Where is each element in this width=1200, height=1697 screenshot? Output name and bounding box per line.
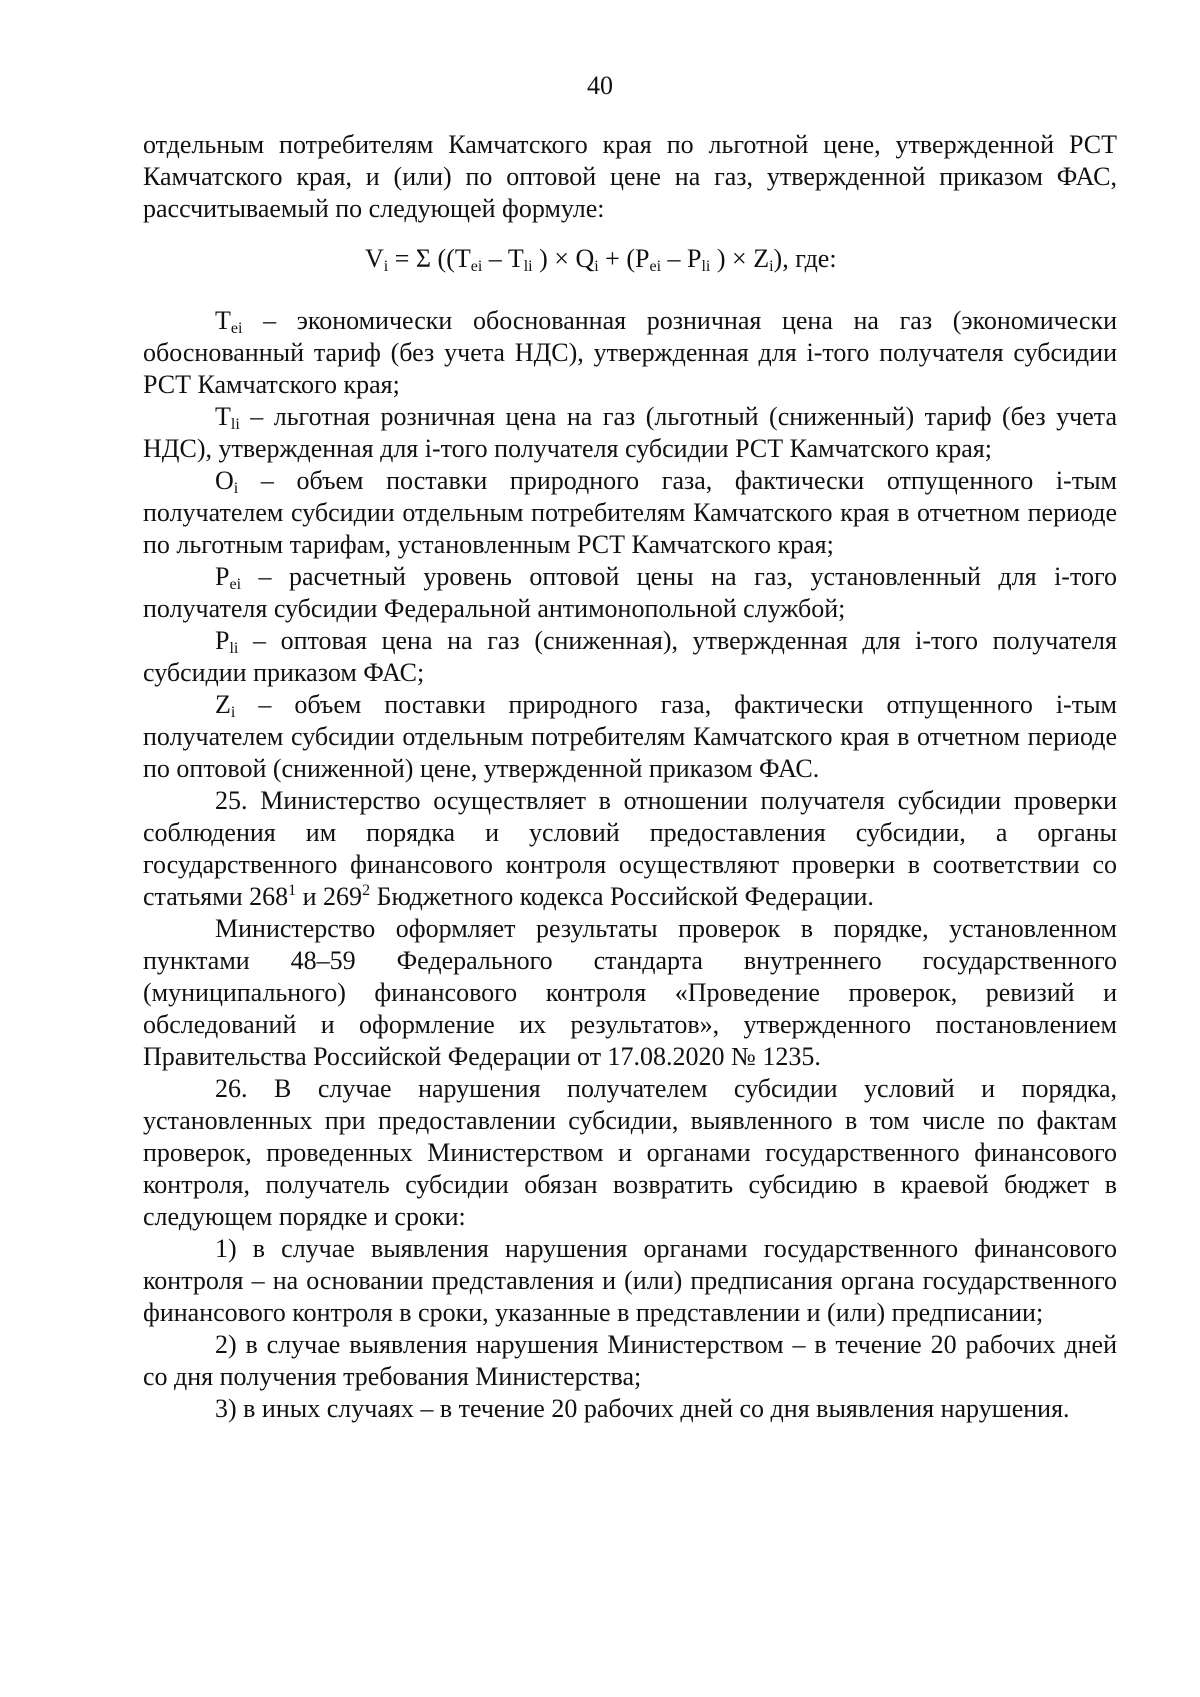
paragraph-26: 26. В случае нарушения получателем субсидии условий и порядка, установленных при предоставлении субсидии, выявленного в том числе по фактам проверок, проведенных Министерством и органами государственного финансового контроля, получатель субсидии обязан возвратить субсидию в краевой бюджет в следующем порядке и сроки: [143, 1074, 1117, 1231]
formula-z: Z [753, 244, 770, 273]
footnote-sup-1: 1 [288, 882, 297, 899]
definition-symbol: T [215, 306, 231, 335]
paragraph-25 [143, 785, 1117, 913]
formula-pli-sub: li [701, 258, 711, 275]
definition-text: – объем поставки природного газа, фактически отпущенного i-тым получателем субсидии отдельным потребителям Камчатского края в отчетном периоде по льготным тарифам, установленным РСТ Камчатского края; [143, 466, 1117, 559]
definition-pei [143, 561, 1117, 625]
formula-pei-sub: ei [649, 258, 662, 275]
formula-z-sub: i [769, 258, 774, 275]
formula-tli-sub: li [523, 258, 533, 275]
definition-symbol: Z [215, 690, 231, 719]
formula-times-2: ) × [710, 244, 754, 273]
definition-tli [143, 401, 1117, 465]
definition-pli [143, 625, 1117, 689]
document-body [143, 129, 1117, 1425]
subsidy-formula [143, 243, 1117, 275]
formula-tail: ), где: [773, 244, 837, 273]
page-number: 40 [587, 71, 613, 100]
formula-tei: T [454, 244, 471, 273]
definition-zi [143, 689, 1117, 785]
formula-tli: T [507, 244, 524, 273]
list-item-1: 1) в случае выявления нарушения органами государственного финансового контроля – на основании представления и (или) предписания органа государственного финансового контроля в сроки, указанные в представлении и (или) предписании; [143, 1234, 1117, 1327]
list-item-3: 3) в иных случаях – в течение 20 рабочих дней со дня выявления нарушения. [215, 1394, 1070, 1423]
intro-paragraph: отдельным потребителям Камчатского края по льготной цене, утвержденной РСТ Камчатского края, и (или) по оптовой цене на газ, утвержденной приказом ФАС, рассчитываемый по следующей формуле: [143, 130, 1117, 223]
paragraph-25-part-b: и 269 [296, 882, 363, 911]
definition-subscript: ei [229, 576, 242, 593]
formula-minus-2: – [661, 244, 688, 273]
paragraph-25-part-a: 25. Министерство осуществляет в отношении получателя субсидии проверки соблюдения им порядка и условий предоставления субсидии, а органы государственного финансового контроля осуществляют проверки в соответствии со статьями 268 [143, 786, 1117, 911]
definition-symbol: P [215, 562, 230, 591]
formula-q-sub: i [594, 258, 599, 275]
definition-subscript: li [230, 416, 240, 433]
paragraph-25-part-c: Бюджетного кодекса Российской Федерации. [370, 882, 874, 911]
formula-v: V [365, 244, 384, 273]
definition-symbol: O [215, 466, 234, 495]
definition-subscript: i [230, 704, 236, 721]
definition-text: – льготная розничная цена на газ (льготный (сниженный) тариф (без учета НДС), утвержденная для i-того получателя субсидии РСТ Камчатского края; [143, 402, 1117, 463]
definition-text: – оптовая цена на газ (сниженная), утвержденная для i-того получателя субсидии приказом ФАС; [143, 626, 1117, 687]
definition-text: – расчетный уровень оптовой цены на газ, установленный для i-того получателя субсидии Федеральной антимонопольной службой; [143, 562, 1117, 623]
formula-q: Q [575, 244, 595, 273]
paragraph-25-inspection-results: Министерство оформляет результаты проверок в порядке, установленном пунктами 48–59 Федерального стандарта внутреннего государственного (муниципального) финансового контроля «Проведение проверок, ревизий и обследований и оформление их результатов», утвержденного постановлением Правительства Российской Федерации от 17.08.2020 № 1235. [143, 914, 1117, 1071]
definition-subscript: i [233, 480, 239, 497]
definition-symbol: T [215, 402, 231, 431]
formula-sum: = Σ (( [388, 244, 455, 273]
definition-text: – экономически обоснованная розничная цена на газ (экономически обоснованный тариф (без учета НДС), утвержденная для i-того получателя субсидии РСТ Камчатского края; [143, 306, 1117, 399]
list-item-2: 2) в случае выявления нарушения Министерством – в течение 20 рабочих дней со дня получения требования Министерства; [143, 1330, 1117, 1391]
definition-symbol: P [215, 626, 230, 655]
definition-oi [143, 465, 1117, 561]
formula-pei: P [635, 244, 650, 273]
formula-pli: P [687, 244, 702, 273]
footnote-sup-2: 2 [362, 882, 371, 899]
formula-tei-sub: ei [470, 258, 483, 275]
definition-tei [143, 305, 1117, 401]
definition-subscript: ei [230, 320, 243, 337]
formula-minus-1: – [482, 244, 508, 273]
formula-v-sub: i [383, 258, 389, 275]
definition-text: – объем поставки природного газа, фактически отпущенного i-тым получателем субсидии отдельным потребителям Камчатского края в отчетном периоде по оптовой (сниженной) цене, утвержденной приказом ФАС. [143, 690, 1117, 783]
formula-plus: + ( [598, 244, 635, 273]
definition-subscript: li [229, 640, 239, 657]
formula-times-1: ) × [532, 244, 576, 273]
